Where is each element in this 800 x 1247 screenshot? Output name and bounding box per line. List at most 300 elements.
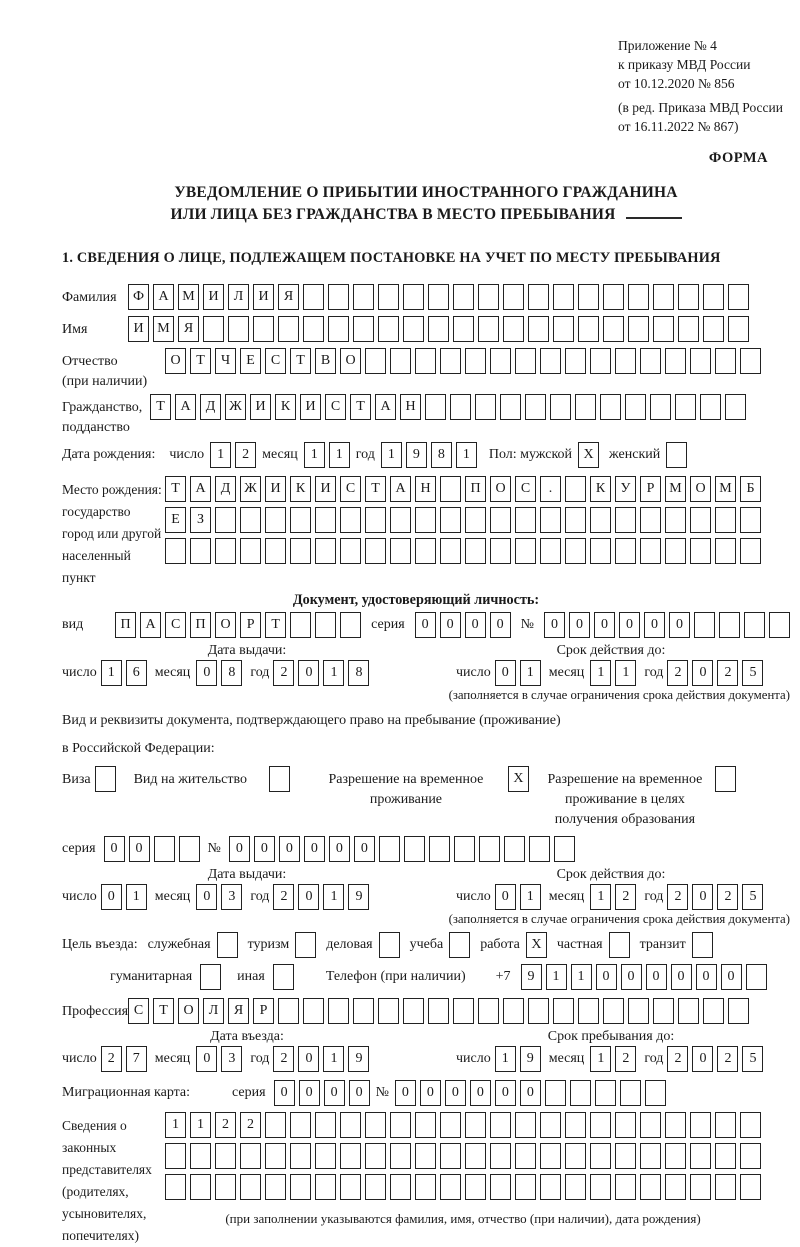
form-cell[interactable] — [740, 1143, 761, 1169]
form-cell[interactable] — [328, 316, 349, 342]
form-cell[interactable] — [165, 1143, 186, 1169]
form-cell[interactable] — [265, 1112, 286, 1138]
form-cell[interactable] — [315, 1143, 336, 1169]
form-cell[interactable]: О — [178, 998, 199, 1024]
form-cell[interactable]: 2 — [667, 884, 688, 910]
form-cell[interactable] — [340, 612, 361, 638]
form-cell[interactable]: 0 — [101, 884, 122, 910]
residence-permit-checkbox[interactable] — [269, 766, 290, 792]
form-cell[interactable] — [703, 284, 724, 310]
form-cell[interactable] — [515, 507, 536, 533]
form-cell[interactable]: 1 — [495, 1046, 516, 1072]
purpose-official-checkbox[interactable] — [217, 932, 238, 958]
form-cell[interactable] — [340, 1143, 361, 1169]
form-cell[interactable] — [165, 538, 186, 564]
form-cell[interactable] — [415, 538, 436, 564]
form-cell[interactable] — [504, 836, 525, 862]
form-cell[interactable]: И — [128, 316, 149, 342]
form-cell[interactable]: 5 — [742, 884, 763, 910]
form-cell[interactable] — [265, 538, 286, 564]
form-cell[interactable] — [578, 284, 599, 310]
form-cell[interactable] — [353, 316, 374, 342]
form-cell[interactable]: 0 — [721, 964, 742, 990]
form-cell[interactable]: С — [128, 998, 149, 1024]
form-cell[interactable] — [440, 507, 461, 533]
form-cell[interactable]: 1 — [329, 442, 350, 468]
form-cell[interactable] — [678, 316, 699, 342]
form-cell[interactable]: 2 — [101, 1046, 122, 1072]
form-cell[interactable] — [678, 284, 699, 310]
form-cell[interactable] — [465, 1143, 486, 1169]
form-cell[interactable]: Л — [203, 998, 224, 1024]
form-cell[interactable] — [340, 1112, 361, 1138]
form-cell[interactable]: 9 — [348, 884, 369, 910]
form-cell[interactable] — [390, 507, 411, 533]
form-cell[interactable] — [653, 998, 674, 1024]
form-cell[interactable]: 2 — [273, 884, 294, 910]
form-cell[interactable]: И — [315, 476, 336, 502]
form-cell[interactable] — [665, 1174, 686, 1200]
form-cell[interactable]: 1 — [190, 1112, 211, 1138]
form-cell[interactable] — [415, 1174, 436, 1200]
purpose-other-checkbox[interactable] — [273, 964, 294, 990]
form-cell[interactable] — [715, 538, 736, 564]
form-cell[interactable]: 2 — [717, 884, 738, 910]
form-cell[interactable] — [475, 394, 496, 420]
form-cell[interactable]: 0 — [254, 836, 275, 862]
form-cell[interactable]: О — [690, 476, 711, 502]
form-cell[interactable]: 0 — [329, 836, 350, 862]
form-cell[interactable]: 9 — [520, 1046, 541, 1072]
form-cell[interactable] — [703, 998, 724, 1024]
form-cell[interactable]: А — [375, 394, 396, 420]
form-cell[interactable] — [353, 284, 374, 310]
form-cell[interactable] — [290, 507, 311, 533]
form-cell[interactable] — [429, 836, 450, 862]
form-cell[interactable] — [570, 1080, 591, 1106]
form-cell[interactable] — [340, 538, 361, 564]
form-cell[interactable] — [615, 1112, 636, 1138]
form-cell[interactable] — [615, 538, 636, 564]
form-cell[interactable] — [415, 1112, 436, 1138]
form-cell[interactable]: 0 — [395, 1080, 416, 1106]
form-cell[interactable] — [740, 348, 761, 374]
form-cell[interactable]: 0 — [569, 612, 590, 638]
form-cell[interactable]: 0 — [196, 660, 217, 686]
form-cell[interactable]: 0 — [298, 660, 319, 686]
form-cell[interactable]: 5 — [742, 660, 763, 686]
form-cell[interactable] — [240, 1174, 261, 1200]
form-cell[interactable] — [328, 284, 349, 310]
form-cell[interactable] — [545, 1080, 566, 1106]
form-cell[interactable] — [315, 1112, 336, 1138]
form-cell[interactable] — [565, 507, 586, 533]
form-cell[interactable] — [690, 348, 711, 374]
form-cell[interactable]: 1 — [323, 884, 344, 910]
form-cell[interactable]: Т — [290, 348, 311, 374]
form-cell[interactable]: И — [265, 476, 286, 502]
form-cell[interactable] — [528, 998, 549, 1024]
form-cell[interactable] — [615, 348, 636, 374]
form-cell[interactable] — [415, 507, 436, 533]
form-cell[interactable] — [315, 507, 336, 533]
form-cell[interactable]: Ж — [240, 476, 261, 502]
form-cell[interactable] — [515, 1143, 536, 1169]
form-cell[interactable]: 0 — [304, 836, 325, 862]
form-cell[interactable]: 0 — [495, 660, 516, 686]
form-cell[interactable] — [628, 998, 649, 1024]
form-cell[interactable]: А — [390, 476, 411, 502]
visa-checkbox[interactable] — [95, 766, 116, 792]
form-cell[interactable] — [746, 964, 767, 990]
form-cell[interactable] — [478, 316, 499, 342]
form-cell[interactable]: Н — [415, 476, 436, 502]
form-cell[interactable] — [675, 394, 696, 420]
form-cell[interactable] — [640, 1143, 661, 1169]
form-cell[interactable]: 9 — [521, 964, 542, 990]
form-cell[interactable] — [715, 1143, 736, 1169]
form-cell[interactable] — [253, 316, 274, 342]
form-cell[interactable] — [590, 538, 611, 564]
form-cell[interactable] — [700, 394, 721, 420]
form-cell[interactable] — [503, 998, 524, 1024]
form-cell[interactable]: 0 — [445, 1080, 466, 1106]
form-cell[interactable] — [625, 394, 646, 420]
form-cell[interactable] — [665, 1112, 686, 1138]
form-cell[interactable] — [478, 284, 499, 310]
form-cell[interactable]: 2 — [235, 442, 256, 468]
form-cell[interactable]: 1 — [571, 964, 592, 990]
form-cell[interactable]: 0 — [596, 964, 617, 990]
form-cell[interactable]: П — [190, 612, 211, 638]
form-cell[interactable]: 0 — [621, 964, 642, 990]
form-cell[interactable] — [265, 1143, 286, 1169]
form-cell[interactable] — [465, 538, 486, 564]
form-cell[interactable] — [290, 1112, 311, 1138]
form-cell[interactable]: 1 — [323, 660, 344, 686]
form-cell[interactable] — [550, 394, 571, 420]
form-cell[interactable] — [390, 538, 411, 564]
form-cell[interactable]: Ф — [128, 284, 149, 310]
form-cell[interactable]: Я — [228, 998, 249, 1024]
form-cell[interactable] — [690, 1112, 711, 1138]
form-cell[interactable]: 0 — [279, 836, 300, 862]
form-cell[interactable] — [415, 1143, 436, 1169]
form-cell[interactable] — [525, 394, 546, 420]
form-cell[interactable] — [540, 1143, 561, 1169]
form-cell[interactable] — [478, 998, 499, 1024]
form-cell[interactable] — [553, 998, 574, 1024]
form-cell[interactable] — [365, 1174, 386, 1200]
form-cell[interactable] — [665, 507, 686, 533]
form-cell[interactable]: 7 — [126, 1046, 147, 1072]
form-cell[interactable]: А — [140, 612, 161, 638]
form-cell[interactable] — [228, 316, 249, 342]
form-cell[interactable]: 1 — [520, 660, 541, 686]
form-cell[interactable] — [540, 507, 561, 533]
form-cell[interactable]: 2 — [717, 660, 738, 686]
form-cell[interactable] — [490, 507, 511, 533]
form-cell[interactable]: Т — [265, 612, 286, 638]
form-cell[interactable]: С — [165, 612, 186, 638]
form-cell[interactable]: Ж — [225, 394, 246, 420]
form-cell[interactable]: Д — [215, 476, 236, 502]
form-cell[interactable] — [425, 394, 446, 420]
purpose-tourism-checkbox[interactable] — [295, 932, 316, 958]
form-cell[interactable] — [465, 1174, 486, 1200]
form-cell[interactable] — [653, 316, 674, 342]
form-cell[interactable]: 0 — [299, 1080, 320, 1106]
form-cell[interactable]: 0 — [520, 1080, 541, 1106]
form-cell[interactable] — [590, 1112, 611, 1138]
form-cell[interactable] — [340, 1174, 361, 1200]
form-cell[interactable]: Н — [400, 394, 421, 420]
form-cell[interactable]: 0 — [696, 964, 717, 990]
form-cell[interactable]: 1 — [101, 660, 122, 686]
form-cell[interactable]: 0 — [671, 964, 692, 990]
purpose-private-checkbox[interactable] — [609, 932, 630, 958]
form-cell[interactable] — [715, 507, 736, 533]
form-cell[interactable]: Л — [228, 284, 249, 310]
form-cell[interactable] — [740, 1174, 761, 1200]
form-cell[interactable] — [165, 1174, 186, 1200]
form-cell[interactable] — [450, 394, 471, 420]
form-cell[interactable] — [465, 1112, 486, 1138]
form-cell[interactable] — [303, 316, 324, 342]
form-cell[interactable]: 0 — [420, 1080, 441, 1106]
form-cell[interactable] — [490, 1112, 511, 1138]
form-cell[interactable] — [428, 316, 449, 342]
form-cell[interactable] — [694, 612, 715, 638]
form-cell[interactable]: 0 — [470, 1080, 491, 1106]
form-cell[interactable] — [215, 507, 236, 533]
form-cell[interactable] — [404, 836, 425, 862]
purpose-humanitarian-checkbox[interactable] — [200, 964, 221, 990]
form-cell[interactable] — [653, 284, 674, 310]
form-cell[interactable] — [565, 1112, 586, 1138]
form-cell[interactable] — [503, 284, 524, 310]
form-cell[interactable]: 1 — [304, 442, 325, 468]
form-cell[interactable] — [378, 284, 399, 310]
form-cell[interactable]: У — [615, 476, 636, 502]
form-cell[interactable]: Р — [640, 476, 661, 502]
form-cell[interactable]: 2 — [717, 1046, 738, 1072]
form-cell[interactable] — [715, 1174, 736, 1200]
form-cell[interactable] — [615, 507, 636, 533]
form-cell[interactable] — [328, 998, 349, 1024]
form-cell[interactable]: 0 — [692, 660, 713, 686]
form-cell[interactable]: М — [178, 284, 199, 310]
form-cell[interactable] — [740, 538, 761, 564]
form-cell[interactable]: Р — [253, 998, 274, 1024]
form-cell[interactable] — [190, 1174, 211, 1200]
form-cell[interactable]: М — [665, 476, 686, 502]
form-cell[interactable] — [290, 612, 311, 638]
form-cell[interactable] — [390, 1143, 411, 1169]
form-cell[interactable] — [665, 538, 686, 564]
form-cell[interactable]: 0 — [196, 1046, 217, 1072]
form-cell[interactable] — [203, 316, 224, 342]
form-cell[interactable]: 1 — [210, 442, 231, 468]
form-cell[interactable] — [390, 1112, 411, 1138]
form-cell[interactable]: 0 — [229, 836, 250, 862]
form-cell[interactable]: Р — [240, 612, 261, 638]
form-cell[interactable]: О — [215, 612, 236, 638]
form-cell[interactable] — [553, 316, 574, 342]
form-cell[interactable] — [190, 538, 211, 564]
form-cell[interactable]: С — [325, 394, 346, 420]
form-cell[interactable] — [690, 507, 711, 533]
form-cell[interactable]: 2 — [240, 1112, 261, 1138]
form-cell[interactable] — [290, 1174, 311, 1200]
form-cell[interactable] — [265, 1174, 286, 1200]
form-cell[interactable]: 2 — [273, 660, 294, 686]
form-cell[interactable] — [490, 538, 511, 564]
form-cell[interactable]: 1 — [381, 442, 402, 468]
form-cell[interactable] — [453, 284, 474, 310]
form-cell[interactable]: Я — [178, 316, 199, 342]
form-cell[interactable] — [179, 836, 200, 862]
form-cell[interactable]: И — [250, 394, 271, 420]
form-cell[interactable] — [440, 1174, 461, 1200]
form-cell[interactable] — [640, 1174, 661, 1200]
form-cell[interactable]: С — [265, 348, 286, 374]
form-cell[interactable]: Т — [350, 394, 371, 420]
form-cell[interactable] — [640, 507, 661, 533]
form-cell[interactable]: Е — [240, 348, 261, 374]
form-cell[interactable] — [428, 998, 449, 1024]
form-cell[interactable]: 0 — [415, 612, 436, 638]
form-cell[interactable] — [515, 348, 536, 374]
purpose-business-checkbox[interactable] — [379, 932, 400, 958]
form-cell[interactable] — [628, 316, 649, 342]
form-cell[interactable]: П — [115, 612, 136, 638]
form-cell[interactable] — [565, 348, 586, 374]
form-cell[interactable] — [590, 507, 611, 533]
form-cell[interactable]: А — [190, 476, 211, 502]
form-cell[interactable] — [578, 316, 599, 342]
form-cell[interactable] — [365, 1143, 386, 1169]
form-cell[interactable] — [390, 348, 411, 374]
purpose-transit-checkbox[interactable] — [692, 932, 713, 958]
form-cell[interactable]: 1 — [546, 964, 567, 990]
form-cell[interactable]: 0 — [644, 612, 665, 638]
form-cell[interactable] — [490, 1143, 511, 1169]
form-cell[interactable]: 3 — [221, 1046, 242, 1072]
form-cell[interactable] — [353, 998, 374, 1024]
form-cell[interactable] — [744, 612, 765, 638]
form-cell[interactable]: С — [340, 476, 361, 502]
form-cell[interactable]: 0 — [465, 612, 486, 638]
form-cell[interactable] — [603, 998, 624, 1024]
form-cell[interactable] — [453, 316, 474, 342]
form-cell[interactable] — [303, 284, 324, 310]
form-cell[interactable] — [479, 836, 500, 862]
form-cell[interactable] — [529, 836, 550, 862]
form-cell[interactable] — [190, 1143, 211, 1169]
form-cell[interactable]: 0 — [349, 1080, 370, 1106]
purpose-study-checkbox[interactable] — [449, 932, 470, 958]
form-cell[interactable]: 0 — [692, 884, 713, 910]
form-cell[interactable] — [503, 316, 524, 342]
form-cell[interactable]: 1 — [590, 884, 611, 910]
form-cell[interactable] — [620, 1080, 641, 1106]
form-cell[interactable]: Б — [740, 476, 761, 502]
form-cell[interactable] — [740, 1112, 761, 1138]
form-cell[interactable] — [728, 284, 749, 310]
form-cell[interactable] — [490, 348, 511, 374]
form-cell[interactable]: 1 — [615, 660, 636, 686]
form-cell[interactable]: И — [203, 284, 224, 310]
form-cell[interactable] — [515, 538, 536, 564]
form-cell[interactable]: 0 — [274, 1080, 295, 1106]
form-cell[interactable]: О — [340, 348, 361, 374]
form-cell[interactable]: 1 — [520, 884, 541, 910]
form-cell[interactable] — [490, 1174, 511, 1200]
form-cell[interactable] — [565, 476, 586, 502]
form-cell[interactable] — [690, 1143, 711, 1169]
form-cell[interactable]: Д — [200, 394, 221, 420]
form-cell[interactable] — [554, 836, 575, 862]
form-cell[interactable] — [365, 1112, 386, 1138]
form-cell[interactable] — [595, 1080, 616, 1106]
form-cell[interactable]: Я — [278, 284, 299, 310]
form-cell[interactable] — [515, 1112, 536, 1138]
form-cell[interactable]: И — [300, 394, 321, 420]
form-cell[interactable] — [665, 1143, 686, 1169]
form-cell[interactable]: 3 — [221, 884, 242, 910]
form-cell[interactable]: М — [153, 316, 174, 342]
form-cell[interactable]: 1 — [323, 1046, 344, 1072]
form-cell[interactable] — [215, 1143, 236, 1169]
form-cell[interactable] — [303, 998, 324, 1024]
form-cell[interactable] — [403, 998, 424, 1024]
form-cell[interactable]: 1 — [456, 442, 477, 468]
form-cell[interactable] — [403, 316, 424, 342]
form-cell[interactable] — [565, 538, 586, 564]
form-cell[interactable]: 0 — [619, 612, 640, 638]
form-cell[interactable]: 1 — [590, 660, 611, 686]
form-cell[interactable]: 0 — [129, 836, 150, 862]
form-cell[interactable] — [240, 507, 261, 533]
form-cell[interactable] — [378, 998, 399, 1024]
form-cell[interactable] — [540, 348, 561, 374]
form-cell[interactable] — [440, 538, 461, 564]
form-cell[interactable]: 8 — [348, 660, 369, 686]
form-cell[interactable]: В — [315, 348, 336, 374]
form-cell[interactable] — [215, 1174, 236, 1200]
form-cell[interactable]: 6 — [126, 660, 147, 686]
form-cell[interactable] — [528, 316, 549, 342]
form-cell[interactable] — [315, 612, 336, 638]
form-cell[interactable] — [215, 538, 236, 564]
form-cell[interactable] — [440, 476, 461, 502]
form-cell[interactable]: 8 — [431, 442, 452, 468]
form-cell[interactable] — [540, 538, 561, 564]
form-cell[interactable]: 0 — [354, 836, 375, 862]
form-cell[interactable] — [740, 507, 761, 533]
form-cell[interactable] — [453, 998, 474, 1024]
form-cell[interactable]: 1 — [126, 884, 147, 910]
form-cell[interactable] — [440, 1143, 461, 1169]
form-cell[interactable] — [690, 1174, 711, 1200]
temp-residence-permit-checkbox[interactable]: X — [508, 766, 529, 792]
form-cell[interactable] — [154, 836, 175, 862]
form-cell[interactable] — [578, 998, 599, 1024]
form-cell[interactable] — [428, 284, 449, 310]
form-cell[interactable]: Т — [365, 476, 386, 502]
form-cell[interactable]: З — [190, 507, 211, 533]
